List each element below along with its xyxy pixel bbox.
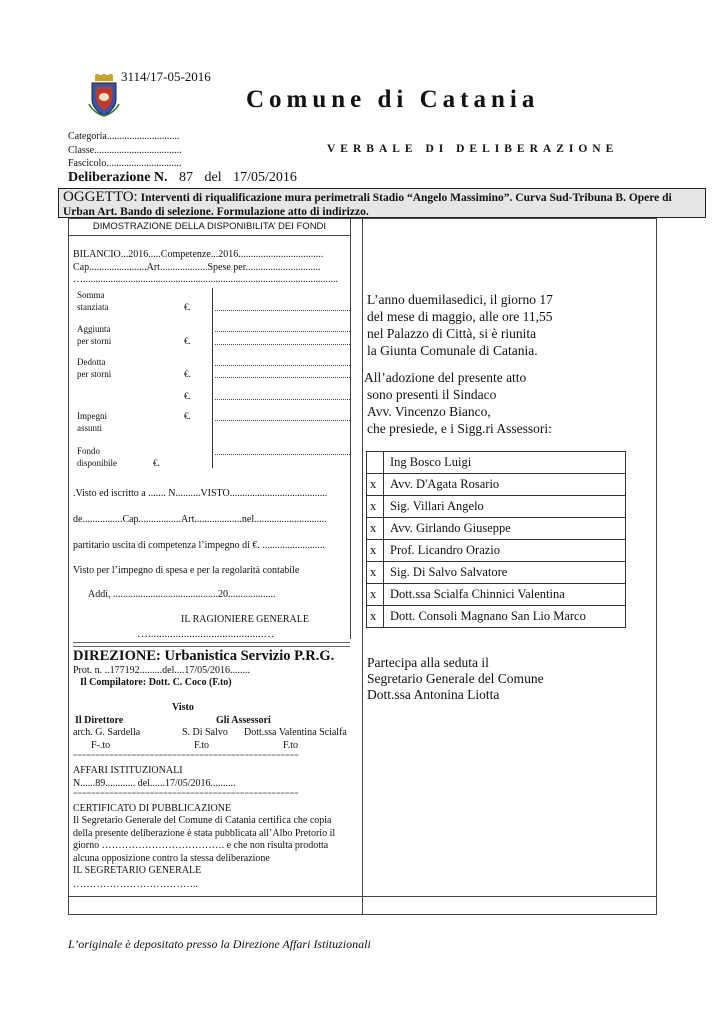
oggetto-text: Interventi di riqualificazione mura perimetrali Stadio “Angelo Massimino”. Curva Sud-Tribuna B. Opere di Urban Art. Bando di selezione. Formulazione atto di indirizzo. xyxy=(63,192,672,218)
partitario-line: partitario uscita di competenza l’impegno di €. ......................... xyxy=(73,540,325,551)
presence-mark: x xyxy=(367,606,384,628)
dedotta-label: Dedotta xyxy=(77,357,106,367)
amount-line xyxy=(215,420,350,421)
amount-line xyxy=(215,310,350,311)
amount-line xyxy=(215,365,350,366)
assessori-table xyxy=(366,451,626,628)
deliberation-date: 17/05/2016 xyxy=(233,170,297,185)
per-storni-label: per storni xyxy=(77,369,112,379)
fto-label: F.to xyxy=(194,740,210,751)
assessore-name: Avv. Girlando Giuseppe xyxy=(384,518,626,540)
euro-symbol: €. xyxy=(184,302,191,312)
assessore-name: Dott.ssa Valentina Scialfa xyxy=(244,727,347,738)
assessore-name: Ing Bosco Luigi xyxy=(384,452,626,474)
table-row xyxy=(367,452,626,474)
euro-symbol: €. xyxy=(184,369,191,379)
assessore-name: Dott.ssa Scialfa Chinnici Valentina xyxy=(384,584,626,606)
table-row xyxy=(367,474,626,496)
oggetto-box xyxy=(58,188,706,218)
table-row xyxy=(367,606,626,628)
double-separator xyxy=(73,642,350,647)
fund-box-border xyxy=(350,219,351,639)
protocol-line: Prot. n. ..177192.........del....17/05/2016........ xyxy=(73,665,250,676)
visto-label: Visto xyxy=(172,702,194,713)
table-row xyxy=(367,496,626,518)
footer-note: L’originale è depositato presso la Direzione Affari Istituzionali xyxy=(68,937,371,951)
direttore-label: Il Direttore xyxy=(75,715,124,726)
coat-of-arms-icon xyxy=(88,74,120,118)
euro-symbol: €. xyxy=(184,336,191,346)
fund-availability-header: DIMOSTRAZIONE DELLA DISPONIBILITA’ DEI FONDI xyxy=(69,219,350,236)
attendance-text: Avv. Vincenzo Bianco, xyxy=(367,404,491,419)
assessore-name: S. Di Salvo xyxy=(182,727,228,738)
session-text: la Giunta Comunale di Catania. xyxy=(367,343,538,358)
certificato-text: della presente deliberazione è stata pubblicata all’Albo Pretorio il xyxy=(73,828,336,839)
attendance-text: sono presenti il Sindaco xyxy=(367,387,497,402)
direttore-name: arch. G. Sardella xyxy=(73,727,141,738)
amount-line xyxy=(215,377,350,378)
cap-line: Cap.......................Art...................Spese per.............................. xyxy=(73,262,321,273)
presence-mark: x xyxy=(367,562,384,584)
presence-mark: x xyxy=(367,474,384,496)
session-text: del mese di maggio, alle ore 11,55 xyxy=(367,309,553,324)
fto-label: F.to xyxy=(283,740,299,751)
affari-number-line: N......89............ del......17/05/2016.......... xyxy=(73,778,236,789)
categoria-field: Categoria............................. xyxy=(68,131,180,142)
ledger-separator xyxy=(212,288,213,468)
certificato-text: alcuna opposizione contro la stessa deliberazione xyxy=(73,853,270,864)
certificato-title: CERTIFICATO DI PUBBLICAZIONE xyxy=(73,803,232,814)
classe-field: Classe................................... xyxy=(68,145,182,156)
amount-line xyxy=(215,454,350,455)
certificato-text: giorno ………………………………. e che non risulta prodotta xyxy=(73,840,329,851)
impegni-label: Impegni xyxy=(77,411,107,421)
assessore-name: Sig. Di Salvo Salvatore xyxy=(384,562,626,584)
amount-line xyxy=(215,399,350,400)
oggetto-label: OGGETTO: xyxy=(63,189,138,205)
table-row xyxy=(367,562,626,584)
table-row xyxy=(367,540,626,562)
ragioniere-label: IL RAGIONIERE GENERALE xyxy=(181,614,309,625)
segretario-signature-line: ……………………………….. xyxy=(73,879,198,890)
presence-mark: x xyxy=(367,496,384,518)
presence-mark xyxy=(367,452,384,474)
ragioniere-signature-line: …..........................................… xyxy=(137,628,275,640)
stanziata-label: stanziata xyxy=(77,302,109,312)
disponibile-label: disponibile xyxy=(77,458,117,468)
presence-mark: x xyxy=(367,540,384,562)
protocol-number: 3114/17-05-2016 xyxy=(121,69,211,84)
certificato-text: Il Segretario Generale del Comune di Catania certifica che copia xyxy=(73,815,332,826)
verbale-heading: VERBALE DI DELIBERAZIONE xyxy=(327,143,619,155)
amount-line xyxy=(215,331,350,332)
presence-mark: x xyxy=(367,518,384,540)
euro-symbol: €. xyxy=(184,391,191,401)
city-title: Comune di Catania xyxy=(246,86,540,113)
attendance-text: che presiede, e i Sigg.ri Assessori: xyxy=(367,421,552,436)
segretario-label: IL SEGRETARIO GENERALE xyxy=(73,865,202,876)
euro-symbol: €. xyxy=(153,458,160,468)
assessore-name: Avv. D'Agata Rosario xyxy=(384,474,626,496)
compilatore-line: Il Compilatore: Dott. C. Coco (F.to) xyxy=(80,677,232,688)
assessori-label: Gli Assessori xyxy=(216,715,271,726)
table-row xyxy=(367,584,626,606)
assunti-label: assunti xyxy=(77,423,103,433)
del-label: del xyxy=(204,170,222,185)
visto-iscritto-line: .Visto ed iscritto a ....... N..........VISTO....................................... xyxy=(73,488,328,499)
session-text: L’anno duemilasedici, il giorno 17 xyxy=(367,292,553,307)
equals-separator: ================================================== xyxy=(73,751,299,760)
column-divider xyxy=(362,218,363,915)
attendance-text: All’adozione del presente atto xyxy=(364,370,527,385)
per-storni-label: per storni xyxy=(77,336,112,346)
table-row xyxy=(367,518,626,540)
addi-line: Addì, ..........................................20................... xyxy=(88,589,276,600)
bottom-row-divider xyxy=(68,896,657,897)
assessore-name: Sig. Villari Angelo xyxy=(384,496,626,518)
somma-label: Somma xyxy=(77,290,105,300)
aggiunta-label: Aggiunta xyxy=(77,324,111,334)
presence-mark: x xyxy=(367,584,384,606)
visto-impegno-line: Visto per l’impegno di spesa e per la regolarità contabile xyxy=(73,565,300,576)
fondo-label: Fondo xyxy=(77,446,101,456)
deliberation-line xyxy=(68,170,297,186)
direzione-heading: DIREZIONE: Urbanistica Servizio P.R.G. xyxy=(73,648,335,664)
bilancio-line: BILANCIO...2016.....Competenze...2016.................................. xyxy=(73,249,324,260)
session-text: nel Palazzo di Città, si è riunita xyxy=(367,326,537,341)
affari-heading: AFFARI ISTITUZIONALI xyxy=(73,765,183,776)
de-cap-line: de................Cap.................Art...................nel............................. xyxy=(73,514,327,525)
assessore-name: Prof. Licandro Orazio xyxy=(384,540,626,562)
amount-line xyxy=(215,344,350,345)
deliberation-number: 87 xyxy=(179,170,194,185)
fascicolo-field: Fascicolo.............................. xyxy=(68,158,182,169)
euro-symbol: €. xyxy=(184,411,191,421)
fto-label: F-.to xyxy=(91,740,111,751)
segretario-text: Segretario Generale del Comune xyxy=(367,671,544,686)
segretario-text: Partecipa alla seduta il xyxy=(367,655,489,670)
equals-separator: ================================================== xyxy=(73,789,299,798)
assessore-name: Dott. Consoli Magnano San Lio Marco xyxy=(384,606,626,628)
segretario-text: Dott.ssa Antonina Liotta xyxy=(367,687,500,702)
dots-line: …...................................................................................................... xyxy=(73,274,338,285)
deliberation-label: Deliberazione N. xyxy=(68,170,168,185)
